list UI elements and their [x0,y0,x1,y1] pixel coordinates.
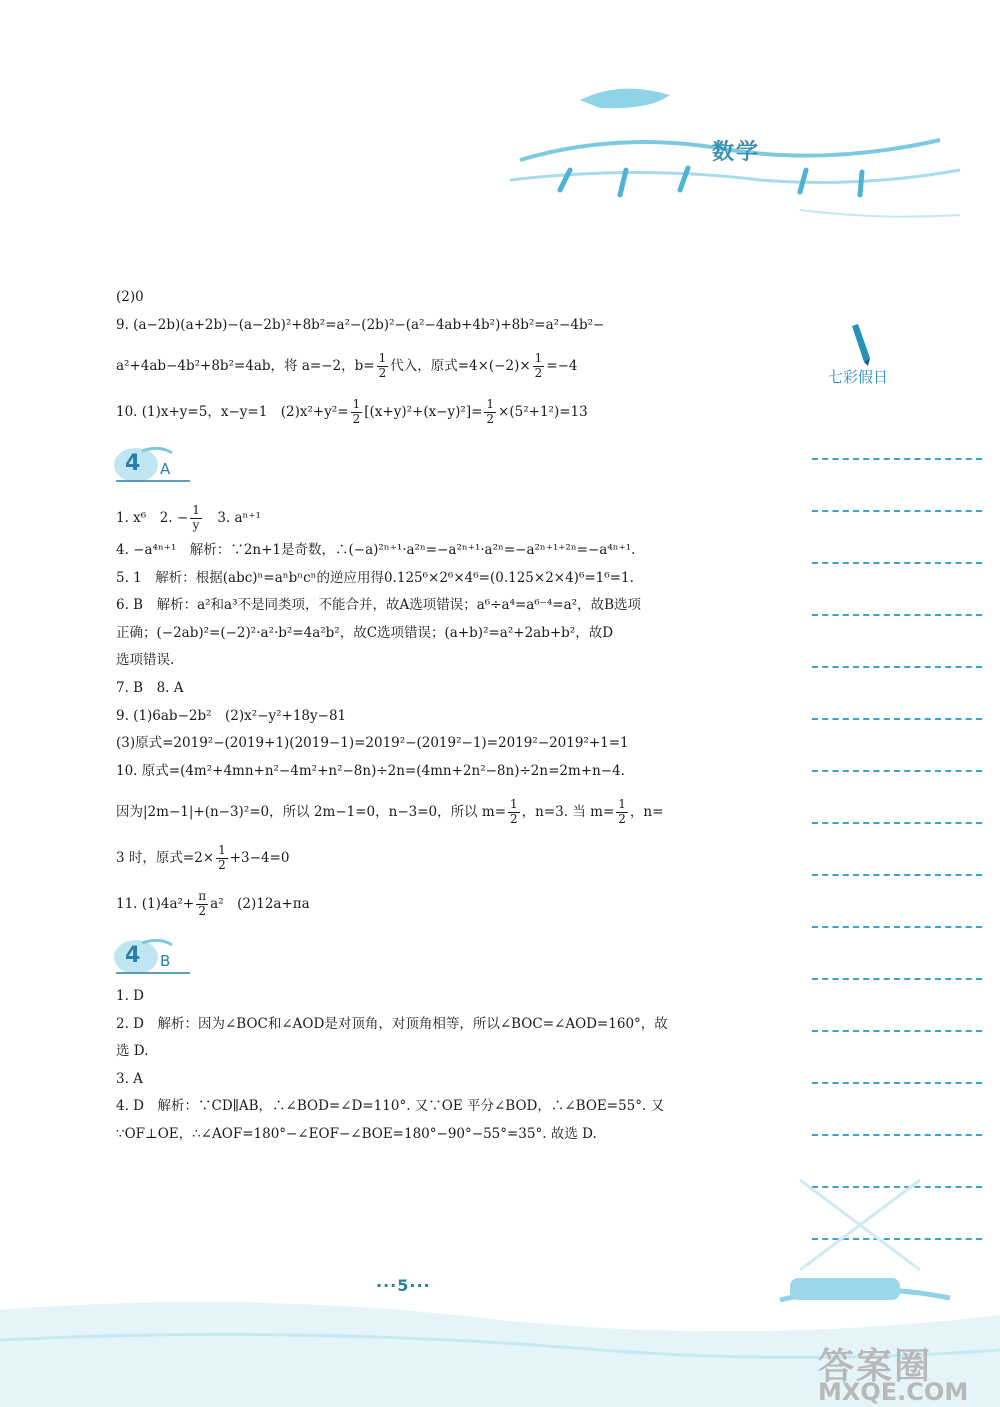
section-badge-b: 4 B [112,937,756,977]
note-line [812,928,982,980]
fraction: $\frac{\pi}{2}$ [198,889,207,919]
note-line [812,512,982,564]
note-line [812,1084,982,1136]
note-line [812,772,982,824]
note-line [812,824,982,876]
answer-line: 2. D 解析：因为∠BOC和∠AOD是对顶角，对顶角相等，所以∠BOC=∠AOD=160°，故 [116,1015,668,1032]
answer-line: 10. 原式=(4m²+4mn+n²−4m²+n²−8n)÷2n=(4mn+2n²−8n)÷2n=2m+n−4. [116,762,625,779]
answer-line: 选 D. [116,1043,149,1060]
badge-splash-icon [112,937,192,977]
note-line [812,876,982,928]
fraction: $\frac{1}{2}$ [378,351,387,381]
subject-title: 数学 [712,140,761,165]
answer-line: a²+4ab−4b²+8b²=4ab，将 a=−2，b= $\frac{1}{2}$ 代入，原式=4×(−2)× $\frac{1}{2}$ =−4 [116,351,578,381]
answer-line: 4. D 解析：∵CD∥AB，∴∠BOD=∠D=110°. 又∵OE 平分∠BOD，∴∠BOE=55°. 又 [116,1098,665,1115]
fraction: $\frac{1}{y}$ [192,503,200,533]
answer-line: 10. (1)x+y=5，x−y=1 (2)x²+y²= $\frac{1}{2}$ [(x+y)²+(x−y)²]= $\frac{1}{2}$ ×(5²+1²)=13 [116,397,588,427]
note-line [812,720,982,772]
answer-line: 3. A [116,1070,143,1087]
answer-line: 7. B 8. A [116,679,184,696]
fraction: $\frac{1}{2}$ [352,397,361,427]
pen-icon [846,322,876,368]
answer-content [116,288,756,1153]
answer-line: 4. −a⁴ⁿ⁺¹ 解析：∵2n+1是奇数，∴(−a)²ⁿ⁺¹·a²ⁿ=−a²ⁿ⁺¹·a²ⁿ=−a²ⁿ⁺¹⁺²ⁿ=−a⁴ⁿ⁺¹. [116,542,636,559]
note-line [812,564,982,616]
answer-line: 3 时，原式=2× $\frac{1}{2}$ +3−4=0 [116,843,290,873]
note-line [812,616,982,668]
fraction: $\frac{1}{2}$ [486,397,495,427]
note-line [812,460,982,512]
answer-line: 11. (1)4a²+ $\frac{\pi}{2}$ a² (2)12a+πa [116,889,310,919]
watermark-text: 答案圈 [818,1346,933,1387]
answer-line: 6. B 解析：a²和a³不是同类项，不能合并，故A选项错误；a⁶÷a⁴=a⁶⁻⁴=a²，故B选项 [116,597,641,614]
answer-line: 因为|2m−1|+(n−3)²=0，所以 2m−1=0，n−3=0，所以 m= $\frac{1}{2}$ ，n=3. 当 m= $\frac{1}{2}$ ，n= [116,797,664,827]
note-lines [812,408,982,1240]
answer-line: 1. D [116,988,144,1005]
answer-line: 5. 1 解析：根据(abc)ⁿ=aⁿbⁿcⁿ的逆应用得0.125⁶×2⁶×4⁶=(0.125×2×4)⁶=1⁶=1. [116,569,634,586]
fraction: $\frac{1}{2}$ [510,797,518,827]
page-number: ···5··· [376,1276,431,1295]
note-line [812,668,982,720]
answer-line: 选项错误. [116,652,175,669]
section-badge-a: 4 A [112,445,756,485]
note-line [812,408,982,460]
fraction: $\frac{1}{2}$ [218,843,226,873]
note-line [812,1032,982,1084]
answer-line: 9. (1)6ab−2b² (2)x²−y²+18y−81 [116,707,347,724]
answer-line: (2)0 [116,289,144,305]
fraction: $\frac{1}{2}$ [618,797,626,827]
answer-line: 正确；(−2ab)²=(−2)²·a²·b²=4a²b²，故C选项错误；(a+b)²=a²+2ab+b²，故D [116,624,614,641]
answer-line: ∵OF⊥OE，∴∠AOF=180°−∠EOF−∠BOE=180°−90°−55°=35°. 故选 D. [116,1126,597,1142]
fraction: $\frac{1}{2}$ [534,351,543,381]
watermark-url: MXQE.COM [818,1378,969,1406]
answer-line: 1. x⁶ 2. − $\frac{1}{y}$ 3. aⁿ⁺¹ [116,503,261,533]
sidebar-label: 七彩假日 [828,368,889,386]
answer-line: 9. (a−2b)(a+2b)−(a−2b)²+8b²=a²−(2b)²−(a²−4ab+4b²)+8b²=a²−4b²− [116,316,605,333]
answer-line: (3)原式=2019²−(2019+1)(2019−1)=2019²−(2019²−1)=2019²−2019²+1=1 [116,735,629,752]
note-line [812,980,982,1032]
badge-splash-icon [112,445,192,485]
